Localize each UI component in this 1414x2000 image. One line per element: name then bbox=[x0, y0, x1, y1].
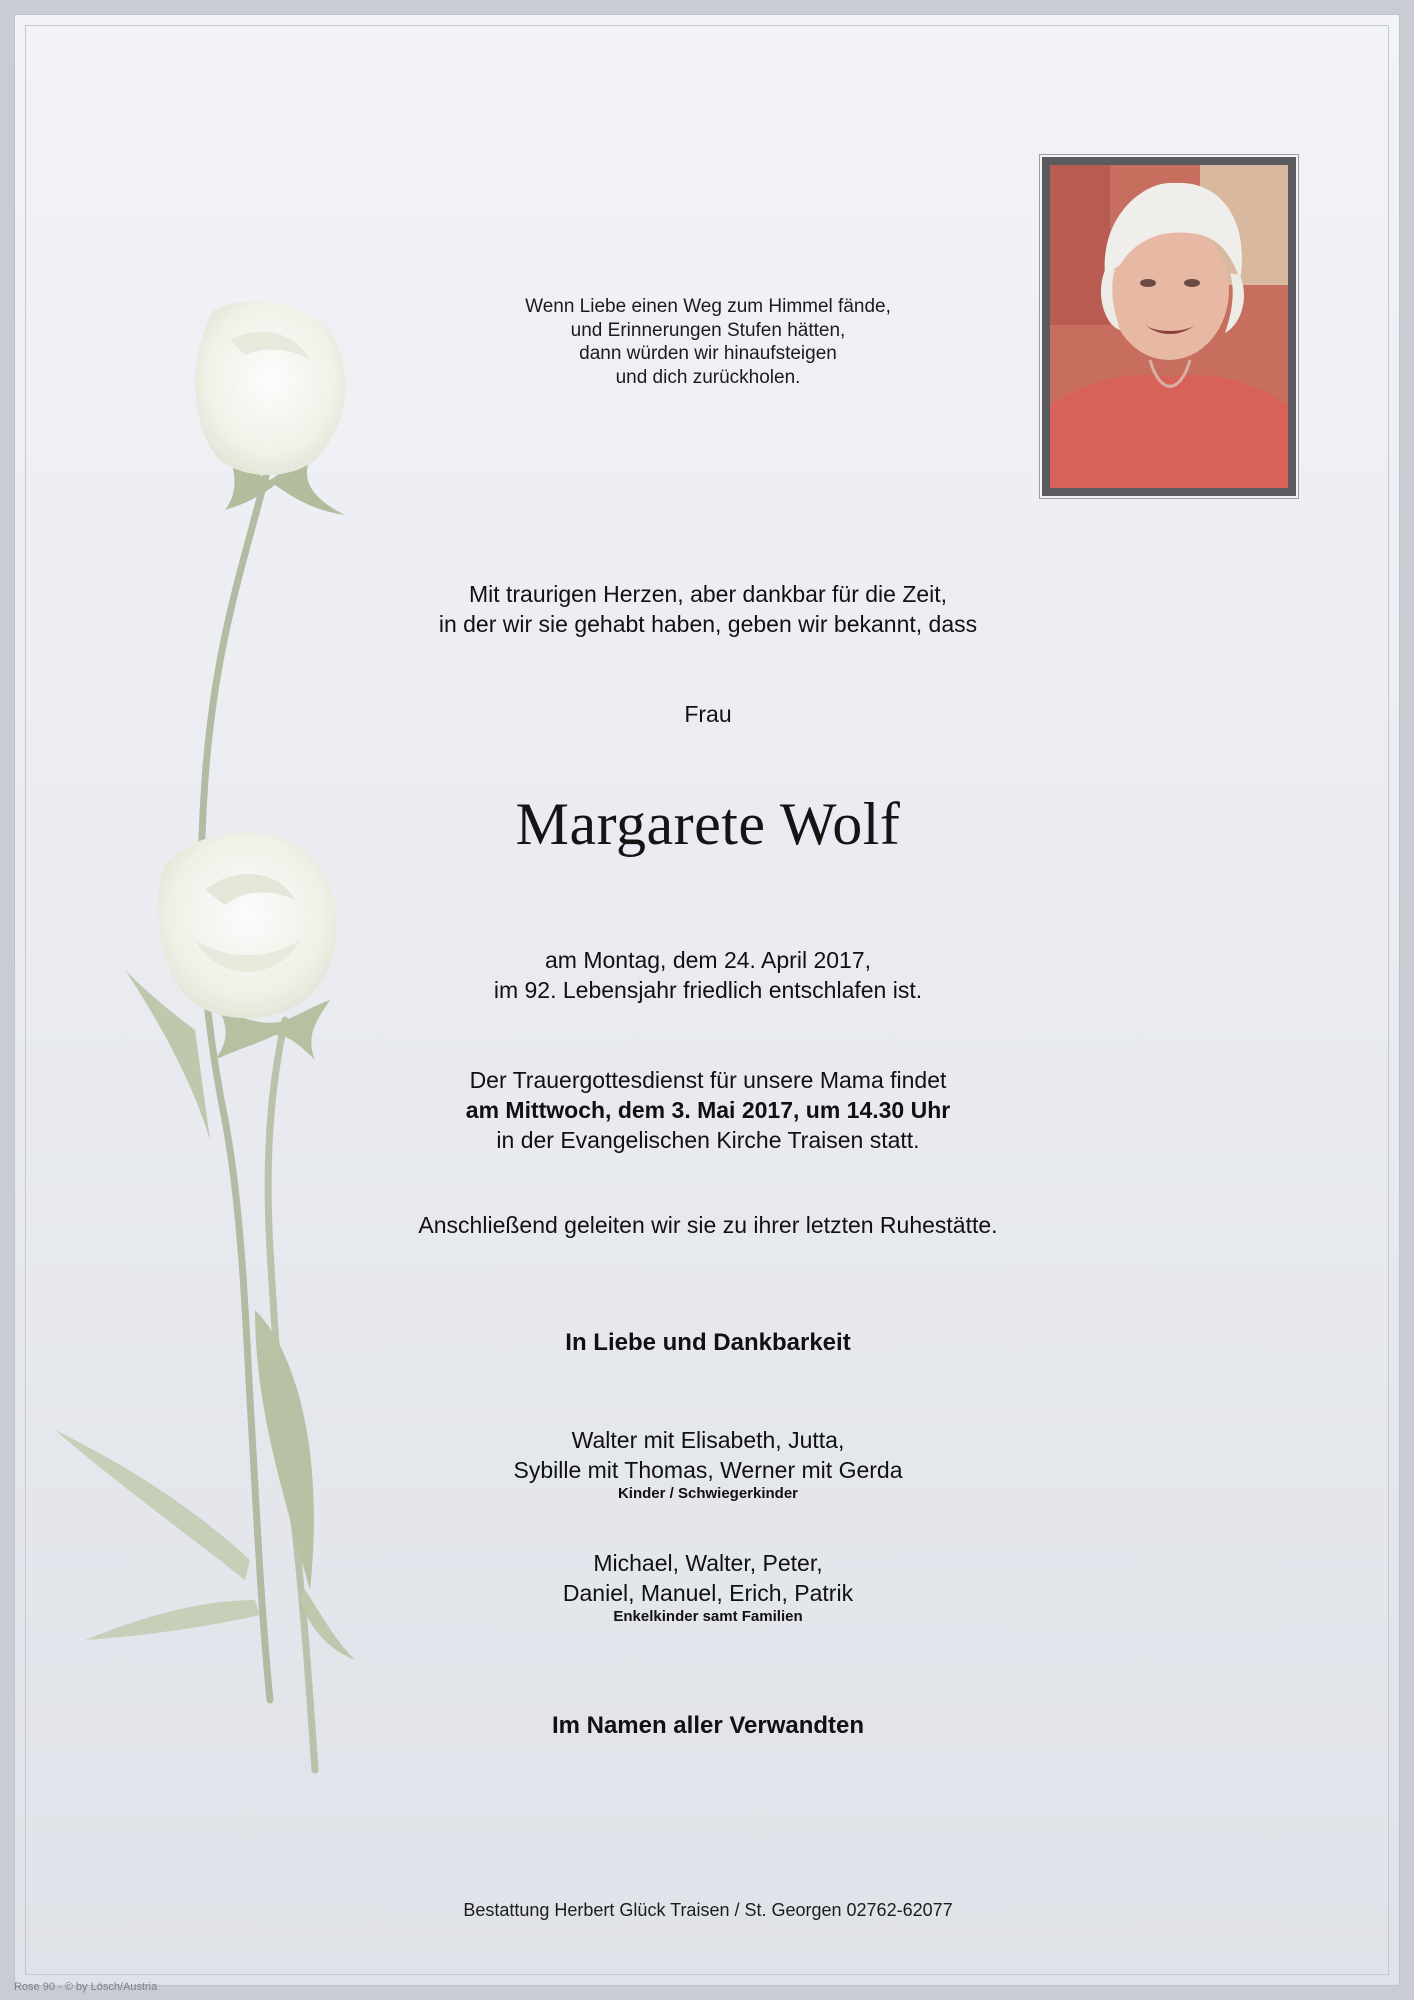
poem-line: Wenn Liebe einen Weg zum Himmel fände, bbox=[525, 296, 891, 317]
death-notice bbox=[15, 945, 1401, 1005]
service-location: in der Evangelischen Kirche Traisen statt. bbox=[496, 1127, 920, 1153]
burial-note: Anschließend geleiten wir sie zu ihrer letzten Ruhestätte. bbox=[418, 1212, 998, 1238]
announcement-intro bbox=[15, 579, 1401, 639]
obituary-card bbox=[14, 14, 1400, 1986]
grandchildren-group bbox=[15, 1548, 1401, 1626]
service-line: Der Trauergottesdienst für unsere Mama findet bbox=[469, 1067, 947, 1093]
funeral-home-info: Bestattung Herbert Glück Traisen / St. Georgen 02762-62077 bbox=[463, 1900, 953, 1920]
salutation: Frau bbox=[684, 701, 732, 727]
service-datetime bbox=[15, 1095, 1401, 1125]
death-date-line: am Montag, dem 24. April 2017, bbox=[544, 947, 872, 973]
death-age-line: im 92. Lebensjahr friedlich entschlafen ist. bbox=[493, 977, 923, 1003]
children-names: Sybille mit Thomas, Werner mit Gerda bbox=[513, 1457, 903, 1483]
closing-phrase: In Liebe und Dankbarkeit bbox=[565, 1329, 851, 1356]
poem-line: dann würden wir hinaufsteigen bbox=[579, 343, 837, 364]
intro-line: Mit traurigen Herzen, aber dankbar für die Zeit, bbox=[468, 581, 948, 607]
deceased-name: Margarete Wolf bbox=[515, 791, 901, 857]
grandchildren-names: Daniel, Manuel, Erich, Patrik bbox=[562, 1580, 854, 1606]
funeral-service-info bbox=[15, 1065, 1401, 1155]
service-datetime-text: am Mittwoch, dem 3. Mai 2017, um 14.30 Uhr bbox=[465, 1097, 951, 1123]
children-names: Walter mit Elisabeth, Jutta, bbox=[571, 1427, 845, 1453]
intro-line: in der wir sie gehabt haben, geben wir bekannt, dass bbox=[438, 611, 978, 637]
copyright-note: Rose 90 - © by Lösch/Austria bbox=[14, 1981, 158, 1993]
children-relation: Kinder / Schwiegerkinder bbox=[617, 1485, 799, 1502]
poem-line: und dich zurückholen. bbox=[615, 366, 801, 388]
relatives-signoff: Im Namen aller Verwandten bbox=[551, 1712, 865, 1739]
children-group bbox=[15, 1425, 1401, 1503]
grandchildren-relation: Enkelkinder samt Familien bbox=[613, 1608, 803, 1625]
grandchildren-names: Michael, Walter, Peter, bbox=[593, 1550, 823, 1576]
memorial-poem bbox=[15, 295, 1401, 389]
poem-line: und Erinnerungen Stufen hätten, bbox=[570, 319, 846, 341]
